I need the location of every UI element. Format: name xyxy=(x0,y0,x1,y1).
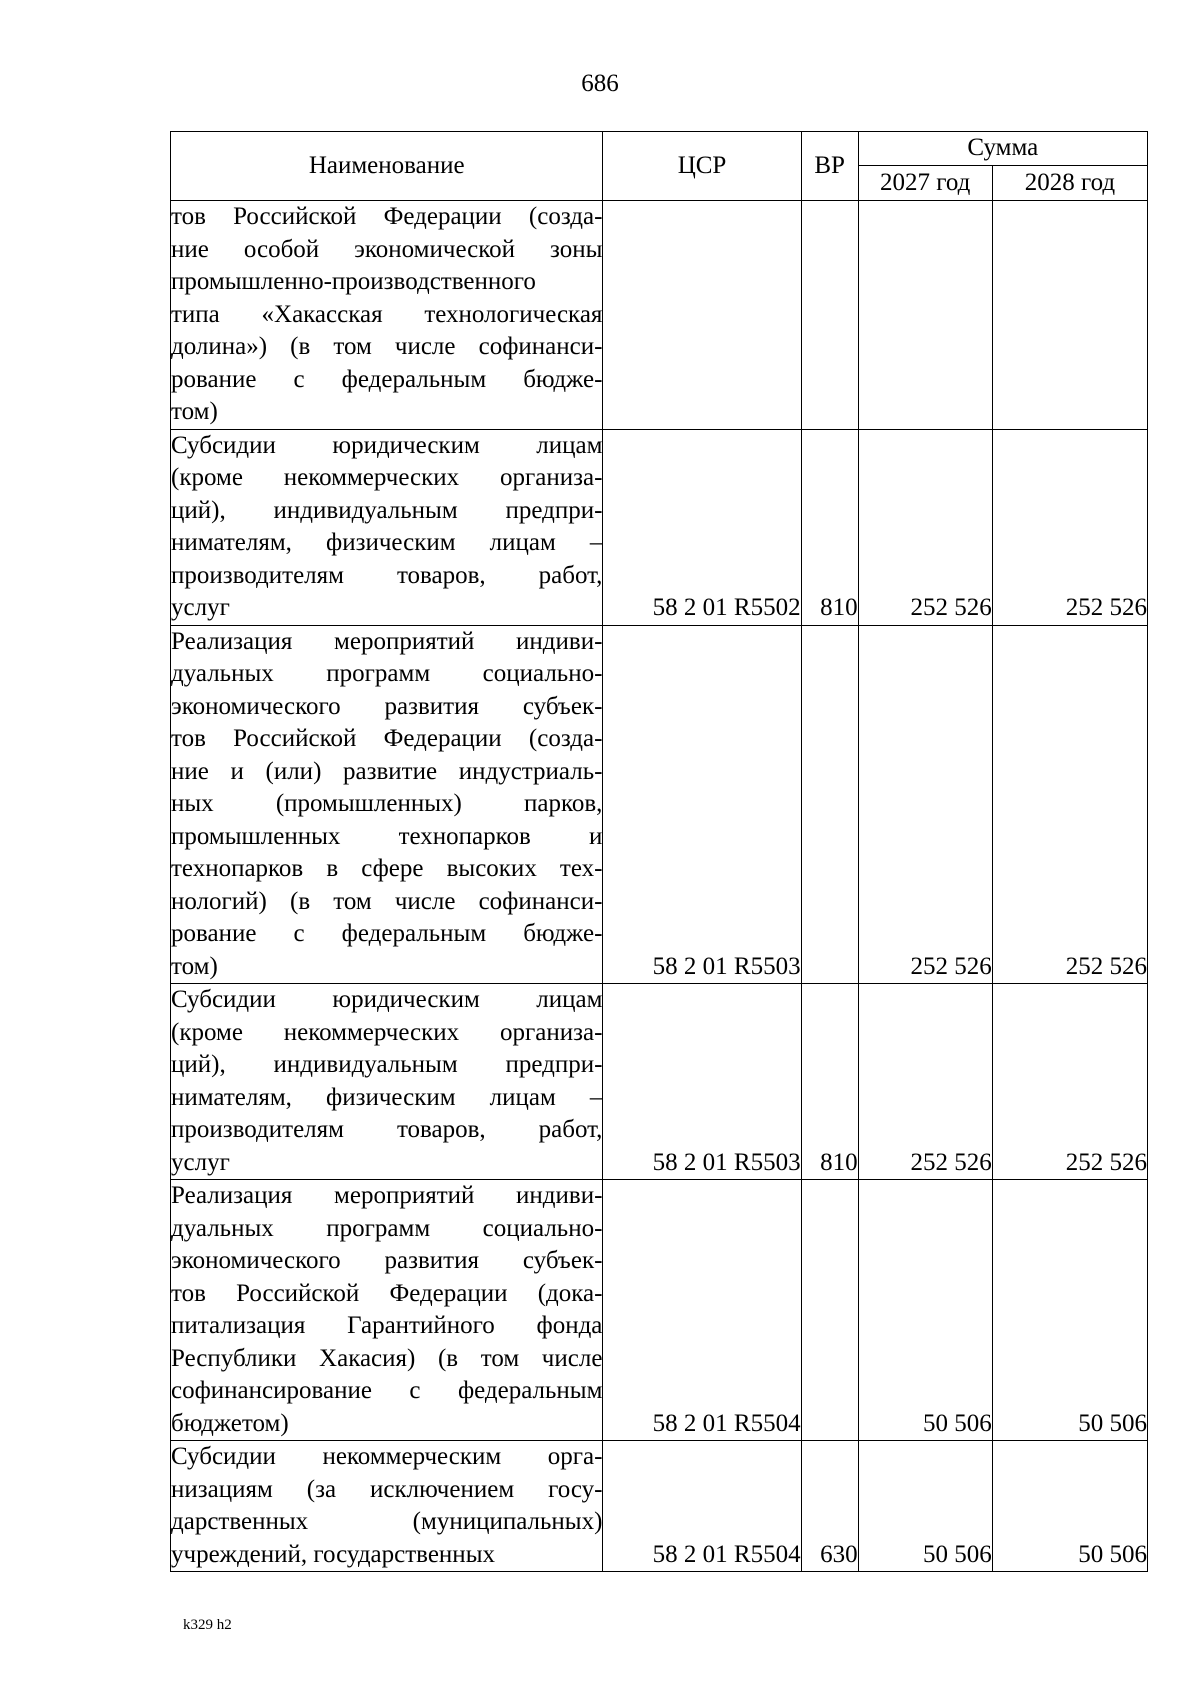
row-name-line: Субсидии юридическим лицам xyxy=(171,431,603,459)
row-vr xyxy=(801,201,858,430)
row-name-line: дарственных (муниципальных) xyxy=(171,1508,603,1535)
row-name-line: технопарков в сфере высоких тех- xyxy=(171,855,603,882)
header-sum: Сумма xyxy=(858,132,1147,166)
row-name-line: Реализация мероприятий индиви- xyxy=(171,1182,603,1209)
header-csr: ЦСР xyxy=(603,132,801,201)
row-name-line: рование с федеральным бюдже- xyxy=(171,365,603,393)
row-name-line: долина») (в том числе софинанси- xyxy=(171,333,603,360)
row-name-line: промышленных технопарков и xyxy=(171,822,603,850)
header-name: Наименование xyxy=(171,132,603,201)
row-name-line: ние и (или) развитие индустриаль- xyxy=(171,757,603,785)
table-row xyxy=(171,625,1148,984)
row-name-line: том) xyxy=(171,398,218,425)
row-name-line: производителям товаров, работ, xyxy=(171,561,603,589)
row-name-line: производителям товаров, работ, xyxy=(171,1116,603,1143)
table-row xyxy=(171,984,1148,1180)
row-sum-2027 xyxy=(858,201,992,430)
row-sum-2028: 252 526 xyxy=(992,625,1147,984)
row-name xyxy=(171,1180,603,1441)
row-vr: 630 xyxy=(801,1441,858,1572)
row-csr: 58 2 01 R5502 xyxy=(603,429,801,625)
table-row xyxy=(171,1180,1148,1441)
row-name-line: ций), индивидуальным предпри- xyxy=(171,496,603,524)
budget-table xyxy=(170,131,1148,1572)
row-sum-2027: 252 526 xyxy=(858,984,992,1180)
row-name-line: бюджетом) xyxy=(171,1409,289,1437)
row-name-line: дуальных программ социально- xyxy=(171,1214,603,1242)
row-name-line: ние особой экономической зоны xyxy=(171,235,603,263)
row-name-line: нимателям, физическим лицам – xyxy=(171,529,603,556)
row-name-line: низациям (за исключением госу- xyxy=(171,1475,603,1503)
row-name-line: экономического развития субъек- xyxy=(171,1247,603,1274)
row-sum-2028: 252 526 xyxy=(992,429,1147,625)
row-sum-2027: 50 506 xyxy=(858,1441,992,1572)
row-name-line: нимателям, физическим лицам – xyxy=(171,1083,603,1111)
row-sum-2028 xyxy=(992,201,1147,430)
row-csr: 58 2 01 R5504 xyxy=(603,1441,801,1572)
row-sum-2027: 252 526 xyxy=(858,429,992,625)
row-name xyxy=(171,201,603,430)
header-year-2027: 2027 год xyxy=(858,166,992,201)
row-vr xyxy=(801,1180,858,1441)
row-vr: 810 xyxy=(801,984,858,1180)
row-csr xyxy=(603,201,801,430)
table-row xyxy=(171,201,1148,430)
row-name-line: услуг xyxy=(171,594,230,621)
row-name-line: питализация Гарантийного фонда xyxy=(171,1312,603,1339)
row-name-line: промышленно-производственного xyxy=(171,268,536,295)
row-name-line: дуальных программ социально- xyxy=(171,660,603,687)
row-name-line: экономического развития субъек- xyxy=(171,692,603,720)
row-name-line: Республики Хакасия) (в том числе xyxy=(171,1344,603,1372)
row-name-line: (кроме некоммерческих организа- xyxy=(171,464,603,491)
row-vr: 810 xyxy=(801,429,858,625)
header-year-2028: 2028 год xyxy=(992,166,1147,201)
footer-code: k329 h2 xyxy=(183,1617,232,1633)
table-row xyxy=(171,429,1148,625)
row-name-line: услуг xyxy=(171,1148,230,1176)
row-sum-2028: 252 526 xyxy=(992,984,1147,1180)
row-name-line: тов Российской Федерации (созда- xyxy=(171,203,603,230)
row-name-line: нологий) (в том числе софинанси- xyxy=(171,887,603,915)
row-csr: 58 2 01 R5503 xyxy=(603,984,801,1180)
row-name xyxy=(171,984,603,1180)
row-name-line: софинансирование с федеральным xyxy=(171,1377,603,1404)
row-name-line: (кроме некоммерческих организа- xyxy=(171,1018,603,1046)
row-name-line: том) xyxy=(171,952,218,980)
row-name-line: Реализация мероприятий индиви- xyxy=(171,627,603,655)
header-vr: ВР xyxy=(801,132,858,201)
row-name-line: учреждений, государственных xyxy=(171,1540,495,1568)
row-name-line: тов Российской Федерации (созда- xyxy=(171,725,603,752)
row-name-line: типа «Хакасская технологическая xyxy=(171,300,603,328)
row-name xyxy=(171,429,603,625)
row-name-line: Субсидии некоммерческим орга- xyxy=(171,1443,603,1470)
row-csr: 58 2 01 R5504 xyxy=(603,1180,801,1441)
table-body xyxy=(171,201,1148,1572)
table-header xyxy=(171,132,1148,201)
row-name-line: тов Российской Федерации (дока- xyxy=(171,1279,603,1307)
row-name xyxy=(171,625,603,984)
row-sum-2027: 50 506 xyxy=(858,1180,992,1441)
row-name xyxy=(171,1441,603,1572)
table-row xyxy=(171,1441,1148,1572)
row-name-line: Субсидии юридическим лицам xyxy=(171,986,603,1013)
row-csr: 58 2 01 R5503 xyxy=(603,625,801,984)
page-number: 686 xyxy=(581,70,619,97)
row-sum-2028: 50 506 xyxy=(992,1180,1147,1441)
row-sum-2027: 252 526 xyxy=(858,625,992,984)
row-vr xyxy=(801,625,858,984)
row-sum-2028: 50 506 xyxy=(992,1441,1147,1572)
row-name-line: ций), индивидуальным предпри- xyxy=(171,1051,603,1078)
row-name-line: ных (промышленных) парков, xyxy=(171,790,603,817)
row-name-line: рование с федеральным бюдже- xyxy=(171,920,603,947)
